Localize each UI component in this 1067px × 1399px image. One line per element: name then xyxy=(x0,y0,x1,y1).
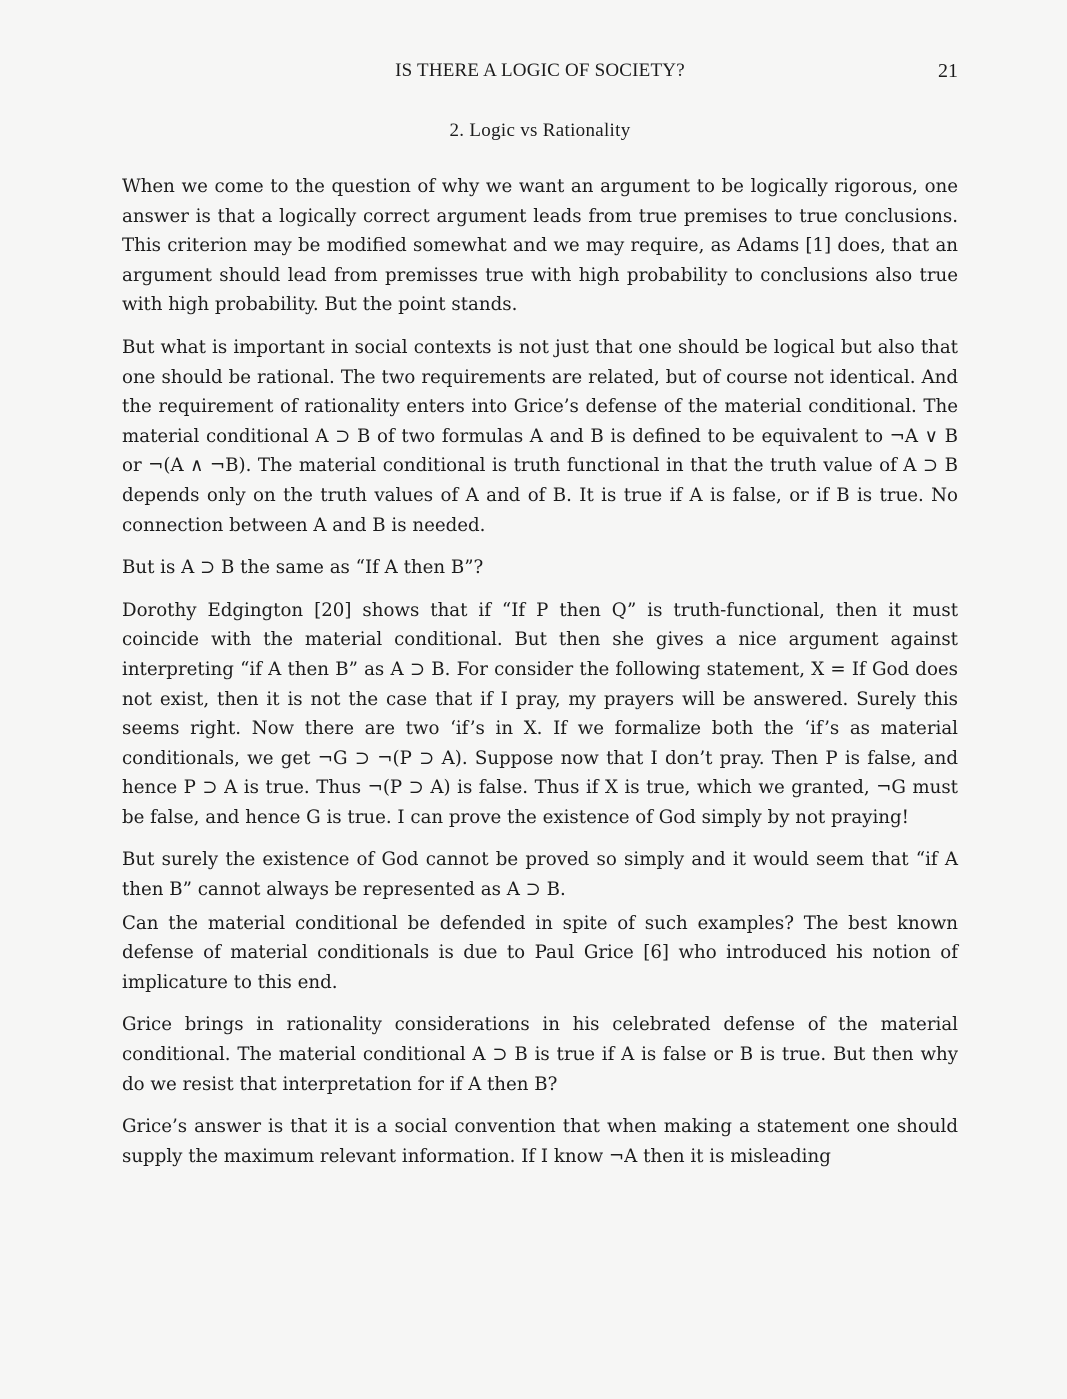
paragraph-1: When we come to the question of why we want an argument to be logically rigorous, one answer is that a logically correct argument leads from true premises to true conclusions. This criterion may be modified somewhat and we may require, as Adams [1] does, that an argument should lead from premisses true with high probability to conclusions also true with high probability. But the point stands. xyxy=(122,176,958,316)
paragraph-3: But is A ⊃ B the same as “If A then B”? xyxy=(122,557,484,579)
body-text xyxy=(122,172,958,1171)
section-heading: 2. Logic vs Rationality xyxy=(449,120,631,141)
paragraph-5: But surely the existence of God cannot be proved so simply and it would seem that “if A then B” cannot always be represented as A ⊃ B. xyxy=(122,849,958,901)
paragraph-4: Dorothy Edgington [20] shows that if “If P then Q” is truth-functional, then it must coincide with the material conditional. But then she gives a nice argument against interpreting “if A then B” as A ⊃ B. For consider the following statement, X = If God does not exist, then it is not the case that if I pray, my prayers will be answered. Surely this seems right. Now there are two ‘if’s in X. If we formalize both the ‘if’s as material conditionals, we get ¬G ⊃ ¬(P ⊃ A). Suppose now that I don’t pray. Then P is false, and hence P ⊃ A is true. Thus ¬(P ⊃ A) is false. Thus if X is true, which we granted, ¬G must be false, and hence G is true. I can prove the existence of God simply by not praying! xyxy=(122,599,958,828)
paragraph-8: Grice’s answer is that it is a social convention that when making a statement one should supply the maximum relevant information. If I know ¬A then it is misleading xyxy=(122,1116,958,1167)
running-title: IS THERE A LOGIC OF SOCIETY? xyxy=(395,60,685,81)
page-header xyxy=(122,60,958,90)
page-number: 21 xyxy=(938,60,958,82)
paragraph-2: But what is important in social contexts is not just that one should be logical but also that one should be rational. The two requirements are related, but of course not identical. And the requirement of rationality enters into Grice’s defense of the material conditional. The material conditional A ⊃ B of two formulas A and B is defined to be equivalent to ¬A ∨ B or ¬(A ∧ ¬B). The material conditional is truth functional in that the truth value of A ⊃ B depends only on the truth values of A and of B. It is true if A is false, or if B is true. No connection between A and B is needed. xyxy=(122,336,958,536)
paragraph-7: Grice brings in rationality considerations in his celebrated defense of the material conditional. The material conditional A ⊃ B is true if A is false or B is true. But then why do we resist that interpretation for if A then B? xyxy=(122,1014,958,1095)
paragraph-6: Can the material conditional be defended in spite of such examples? The best known defense of material conditionals is due to Paul Grice [6] who introduced his notion of implicature to this end. xyxy=(122,912,958,993)
